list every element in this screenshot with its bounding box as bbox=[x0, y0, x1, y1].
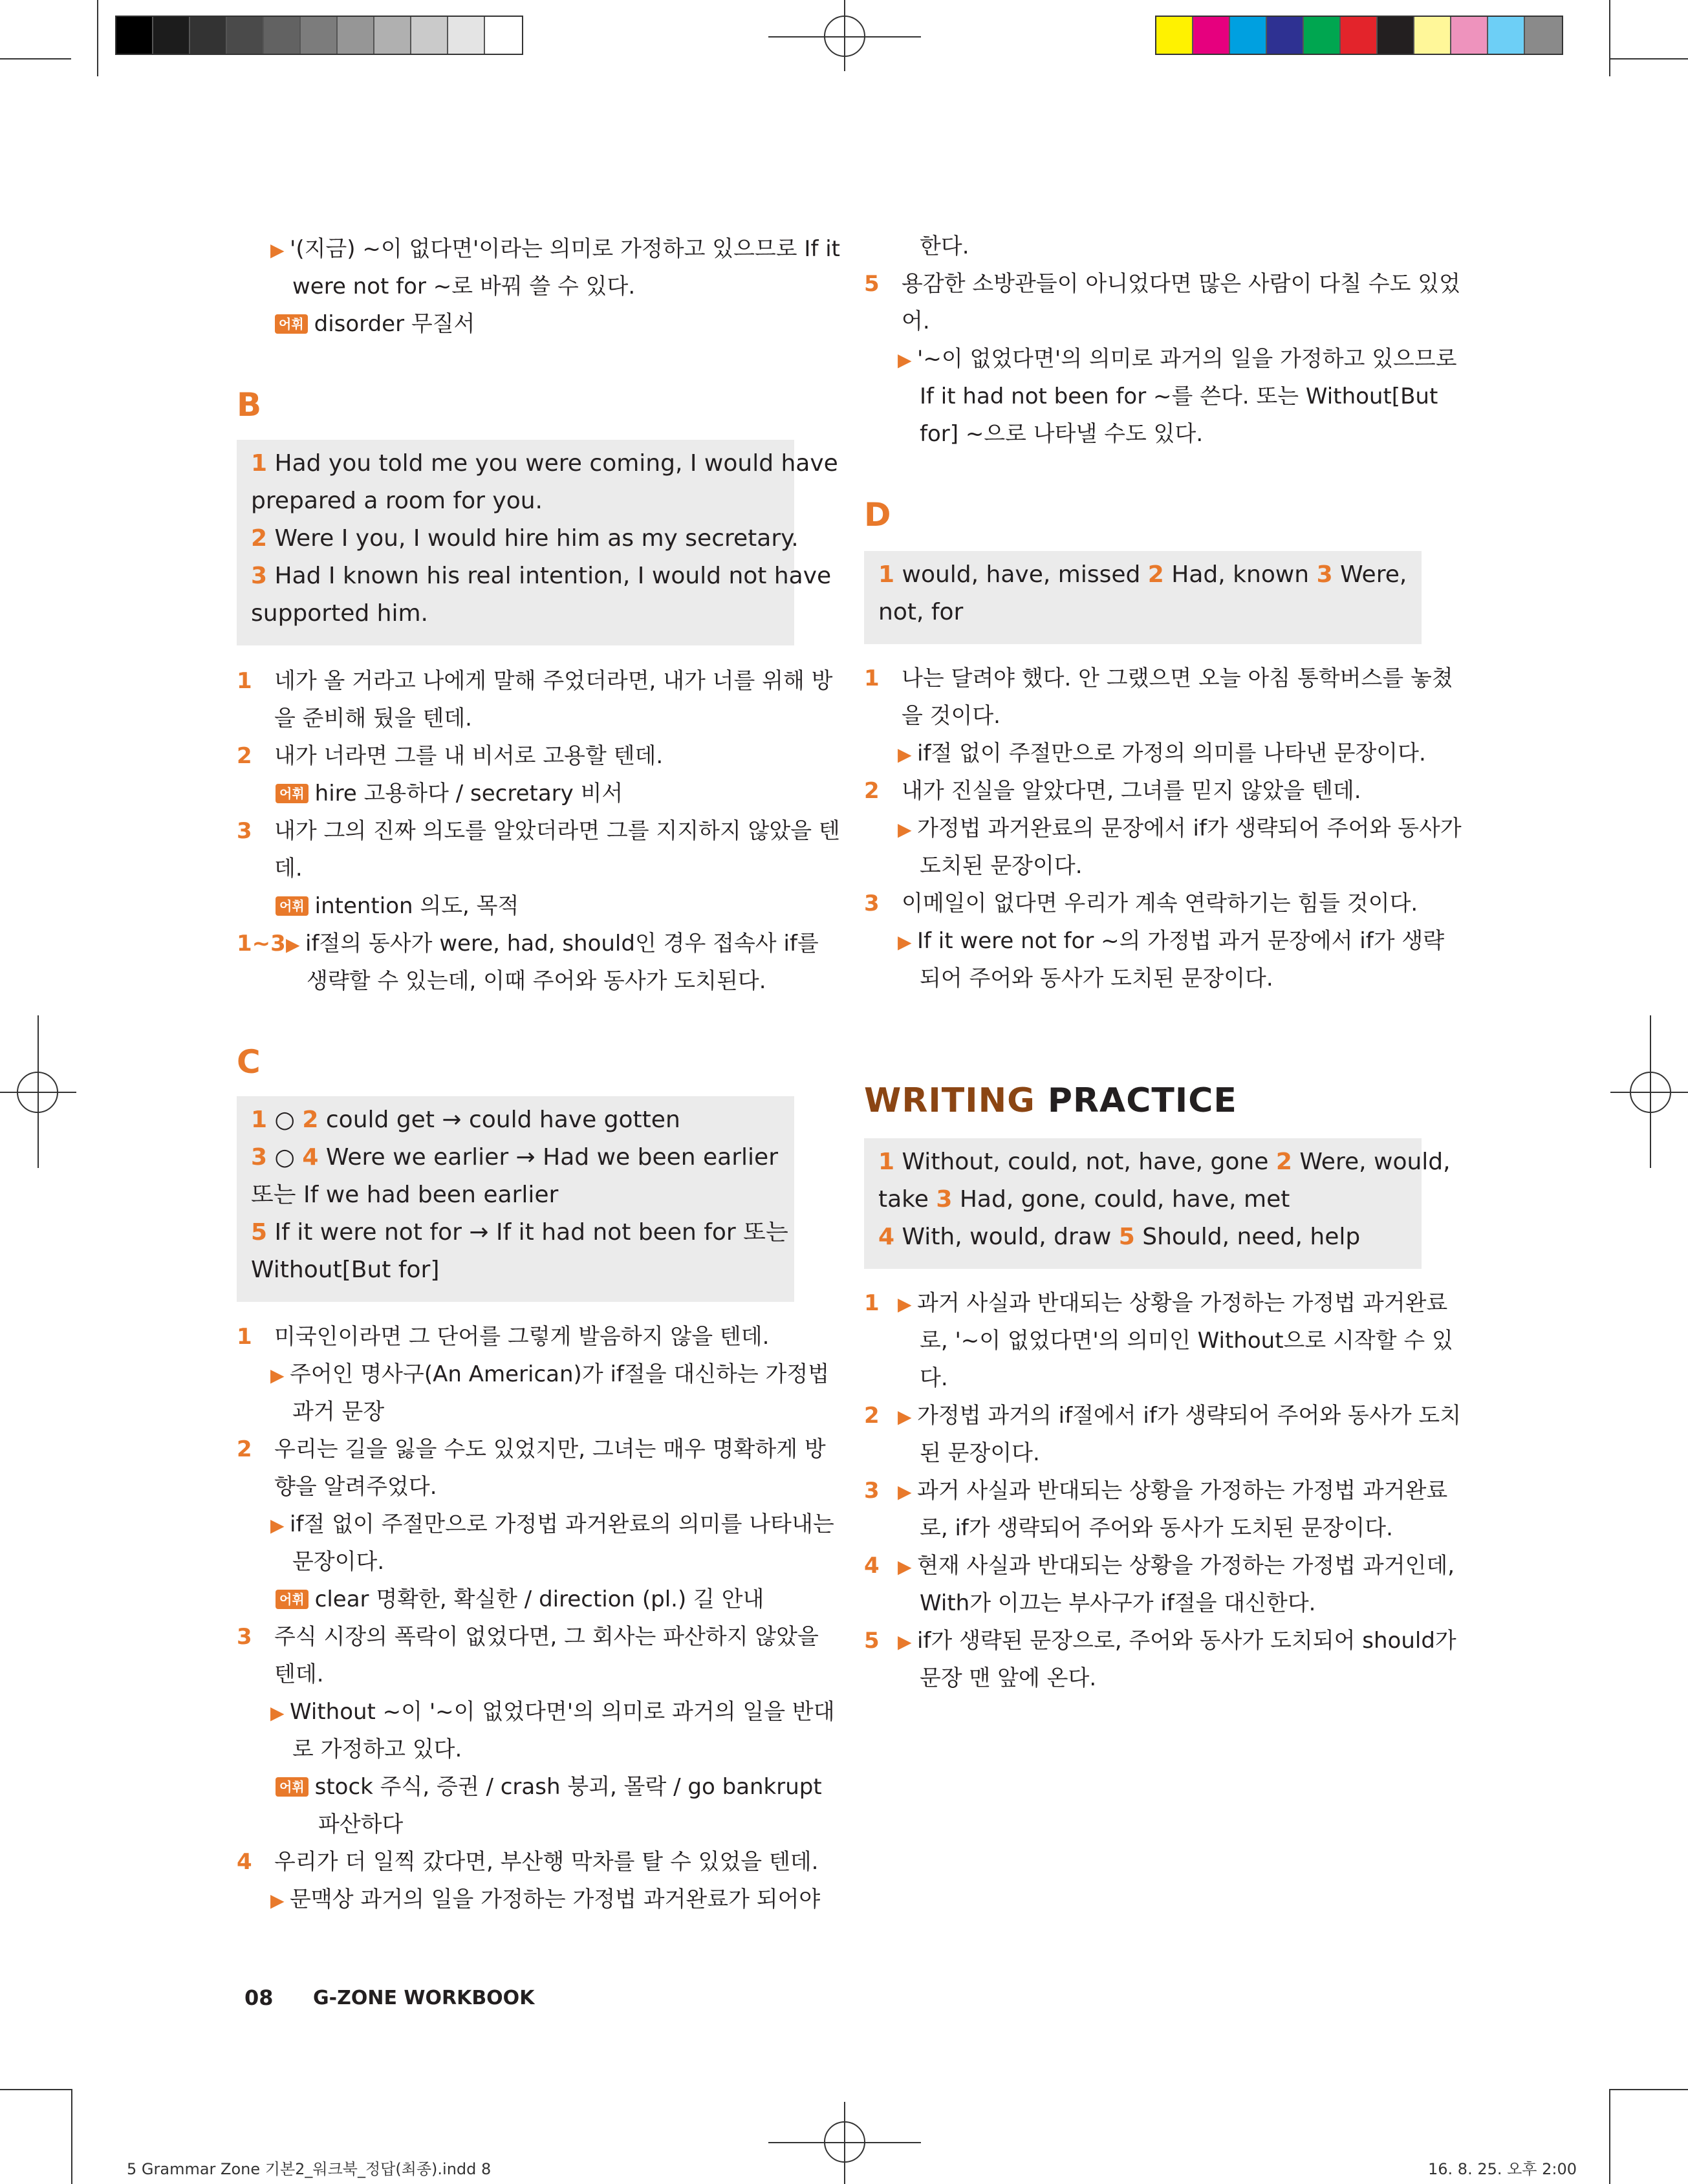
color-swatch bbox=[1451, 17, 1488, 54]
gray-swatch bbox=[448, 17, 485, 54]
gray-swatch bbox=[227, 17, 264, 54]
explanation-line: were not for ~로 바꿔 쓸 수 있다. bbox=[292, 274, 636, 299]
gray-swatch bbox=[485, 17, 522, 54]
arrow-icon: ▶ bbox=[270, 239, 285, 261]
color-swatch bbox=[1156, 17, 1193, 54]
gray-swatch bbox=[153, 17, 190, 54]
gray-color-bar bbox=[115, 16, 523, 55]
gray-swatch bbox=[116, 17, 153, 54]
gray-swatch bbox=[264, 17, 301, 54]
answer-box-b: 1 Had you told me you were coming, I would have prepared a room for you. 2 Were I you, I would hire him as my secretary. 3 Had I known his real intention, I would not have supported him. bbox=[237, 440, 794, 645]
section-heading-b: B bbox=[237, 386, 262, 424]
vocab-line: 어휘 disorder 무질서 bbox=[275, 306, 475, 338]
gray-swatch bbox=[374, 17, 411, 54]
gray-swatch bbox=[411, 17, 448, 54]
book-title: G-ZONE WORKBOOK bbox=[313, 1987, 535, 2009]
gray-swatch bbox=[301, 17, 338, 54]
explanation-line: ▶ '(지금) ~이 없다면'이라는 의미로 가정하고 있으므로 If it bbox=[270, 236, 841, 262]
color-swatch bbox=[1488, 17, 1525, 54]
color-swatch bbox=[1230, 17, 1267, 54]
answer-box-writing-practice: 1 Without, could, not, have, gone 2 Were, would, take 3 Had, gone, could, have, met 4 With, would, draw 5 Should, need, help bbox=[864, 1138, 1422, 1269]
writing-practice-heading: WRITING PRACTICE bbox=[864, 1081, 1237, 1120]
vocab-badge: 어휘 bbox=[275, 314, 308, 334]
answer-box-c: 1 ○ 2 could get → could have gotten 3 ○ 4 Were we earlier → Had we been earlier 또는 If we had been earlier 5 If it were not for → If it had not been for 또는 Without[But for] bbox=[237, 1096, 794, 1302]
color-swatch bbox=[1341, 17, 1378, 54]
color-swatch bbox=[1267, 17, 1304, 54]
section-heading-c: C bbox=[237, 1043, 261, 1081]
color-swatch bbox=[1525, 17, 1562, 54]
color-swatch bbox=[1378, 17, 1414, 54]
color-swatch bbox=[1193, 17, 1230, 54]
section-heading-d: D bbox=[864, 496, 891, 534]
gray-swatch bbox=[338, 17, 374, 54]
date-slug: 16. 8. 25. 오후 2:00 bbox=[1428, 2160, 1577, 2178]
process-color-bar bbox=[1155, 16, 1563, 55]
color-swatch bbox=[1304, 17, 1341, 54]
color-swatch bbox=[1414, 17, 1451, 54]
page-number: 08 bbox=[244, 1985, 274, 2010]
answer-box-d: 1 would, have, missed 2 Had, known 3 Were, not, for bbox=[864, 551, 1422, 644]
file-slug: 5 Grammar Zone 기본2_워크북_정답(최종).indd 8 bbox=[127, 2160, 492, 2178]
gray-swatch bbox=[190, 17, 227, 54]
